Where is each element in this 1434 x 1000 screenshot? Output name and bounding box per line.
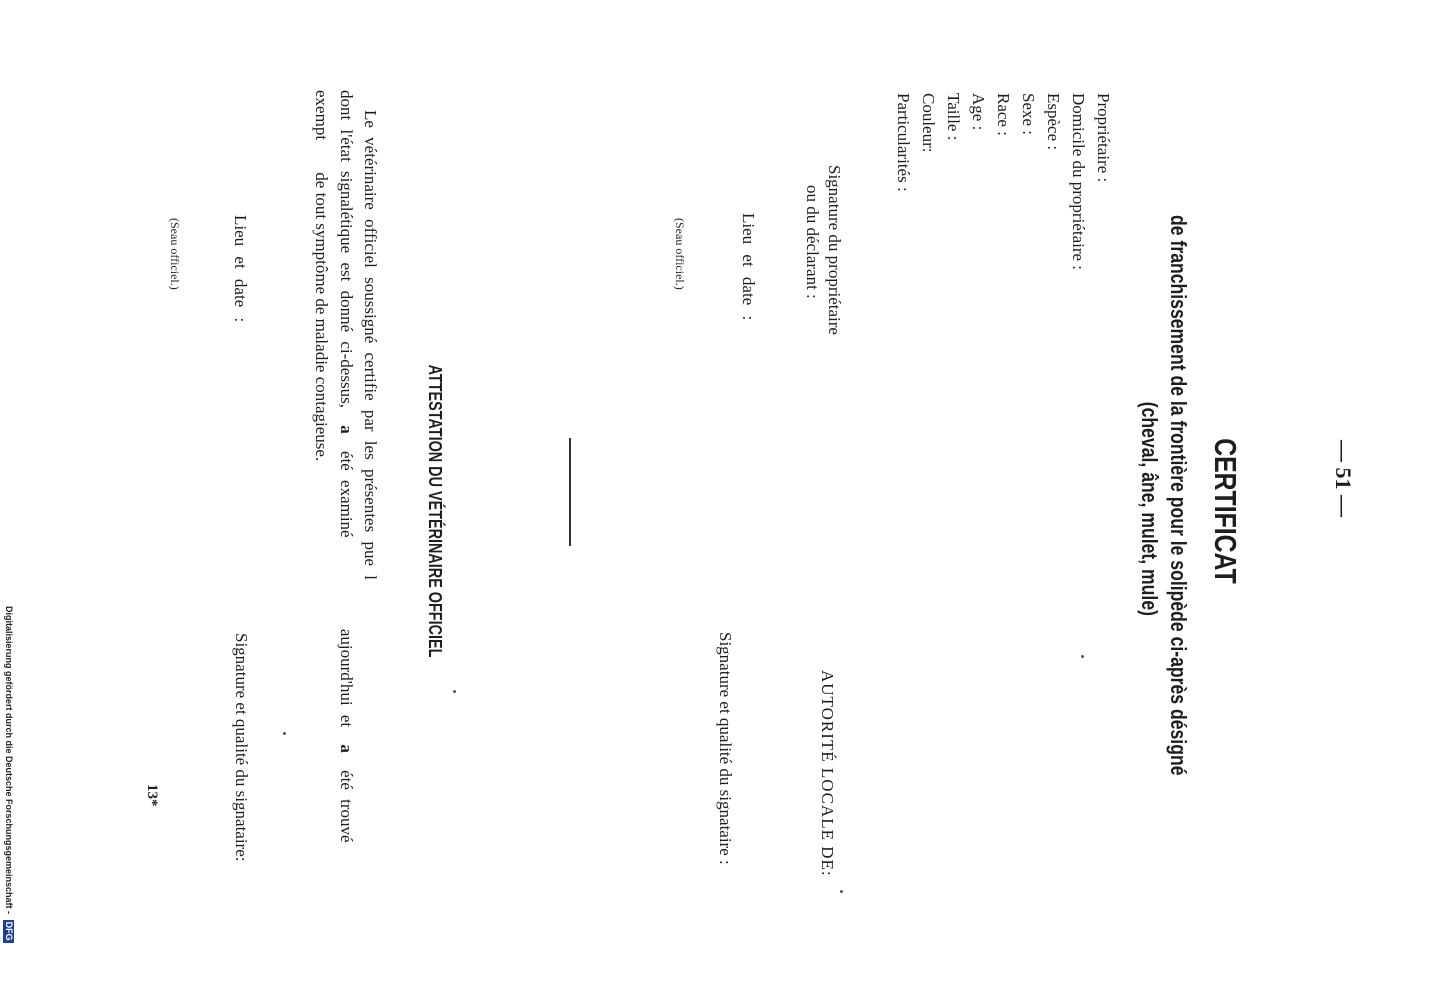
- official-seal-label: (Seau officiel.): [673, 218, 687, 290]
- vet-line3-text: de tout symptôme de maladie contagieuse.: [312, 172, 331, 462]
- page-number: — 51 —: [1331, 440, 1356, 517]
- vet-line2-bold-a2: a: [337, 744, 356, 753]
- field-owner-address: Domicile du propriétaire :: [1069, 93, 1088, 271]
- certificate-title: CERTIFICAT: [1208, 438, 1243, 584]
- scan-speck: [840, 890, 843, 893]
- place-date-label: Lieu et date :: [739, 213, 758, 321]
- vet-line2-today: aujourd'hui et: [337, 628, 356, 728]
- vet-line2-found: été trouvé: [337, 770, 356, 843]
- field-colour: Couleur:: [919, 93, 938, 153]
- section-divider: [569, 438, 571, 546]
- place-date-label-2: Lieu et date :: [231, 215, 250, 323]
- footer-page-number: 13*: [144, 784, 160, 807]
- field-owner: Propriétaire :: [1094, 93, 1113, 183]
- vet-line2-bold-a: a: [337, 425, 356, 434]
- field-height: Taille :: [944, 93, 963, 141]
- local-authority-label: AUTORITÉ LOCALE DE:: [818, 670, 837, 877]
- scan-speck: [453, 690, 456, 693]
- vet-attestation-line1: Le vétérinaire officiel soussigné certifie par les présentes pue l: [361, 110, 380, 580]
- scan-speck: [1081, 655, 1084, 658]
- scan-speck: [283, 732, 286, 735]
- certificate-subtitle-line2: (cheval, âne, mulet, mule): [1137, 401, 1162, 616]
- owner-signature-label: Signature du propriétaire: [825, 165, 844, 335]
- official-seal-label-2: (Seau officiel.): [168, 218, 182, 290]
- signatory-signature-label: Signature et qualité du signataire :: [716, 632, 735, 865]
- vet-attestation-line2: [338, 90, 355, 843]
- vet-line3-exempt: exempt: [312, 90, 331, 141]
- field-age: Age :: [969, 93, 988, 131]
- dfg-credit-text: Digitalisierung gefördert durch die Deutsche Forschungsgemeinschaft -: [4, 606, 14, 915]
- animal-fields: [891, 93, 1116, 270]
- dfg-credit: [3, 606, 14, 943]
- vet-attestation-line3: [313, 90, 330, 461]
- field-species: Espèce :: [1044, 93, 1063, 151]
- owner-signature-label-2: ou du déclarant :: [803, 185, 822, 299]
- field-breed: Race :: [994, 93, 1013, 136]
- vet-line2-examined: été examiné: [337, 450, 356, 538]
- vet-line2-text: dont l'état signalétique est donné ci-dessus,: [337, 90, 356, 408]
- field-sex: Sexe :: [1019, 93, 1038, 136]
- certificate-subtitle-line1: de franchissement de la frontière pour le solipède ci-après désigné: [1166, 214, 1191, 776]
- vet-attestation-heading: ATTESTATION DU VÉTÉRINAIRE OFFICIEL: [425, 364, 445, 658]
- dfg-logo: DFG: [4, 921, 14, 941]
- field-particularities: Particularités :: [894, 93, 913, 192]
- signatory-signature-label-2: Signature et qualité du signataire:: [232, 633, 251, 862]
